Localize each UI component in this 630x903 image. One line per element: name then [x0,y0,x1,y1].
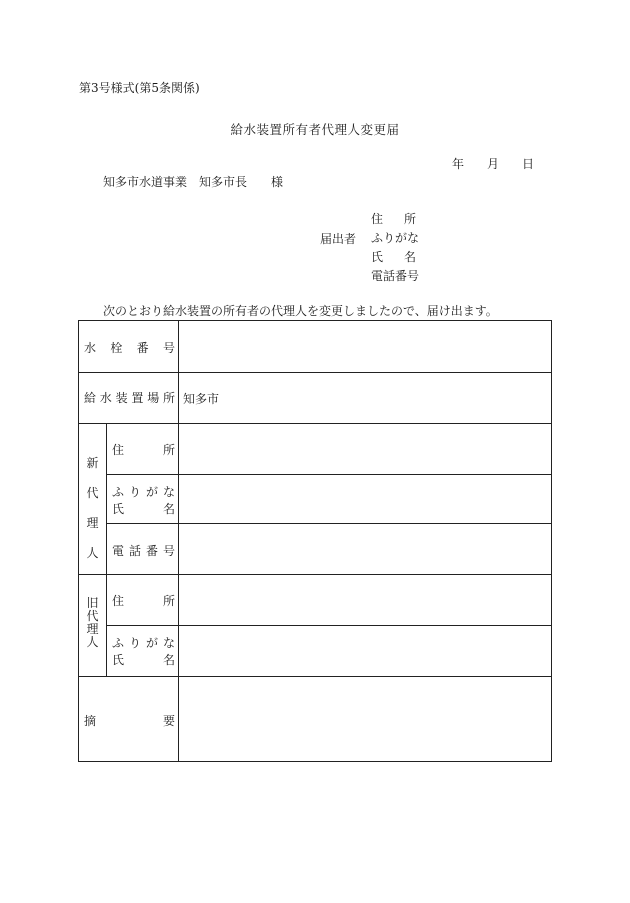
old-agent-address-label: 住 所 [112,593,175,608]
row-divider [79,574,551,575]
notifier-label: 届出者 [320,232,357,246]
hydrant-number-label: 水 栓 番 号 [84,340,175,355]
new-agent-address-field[interactable] [183,442,545,456]
row-divider [106,625,551,626]
location-value[interactable]: 知多市 [183,392,220,406]
row-divider [106,474,551,475]
document-title: 給水装置所有者代理人変更届 [230,122,400,137]
old-agent-kana-label: ふ り が な [112,635,175,650]
old-agent-name-label: 氏 名 [112,652,175,667]
date-line [452,158,534,170]
notifier-tel-label: 電話番号 [371,269,420,283]
date-day: 日 [521,157,534,171]
notifier-kana-label: ふりがな [371,231,420,245]
location-label: 給 水 装 置 場 所 [84,390,175,405]
new-agent-name-field[interactable] [183,484,545,516]
row-divider [79,676,551,677]
date-month: 月 [486,157,499,171]
old-agent-address-field[interactable] [183,593,545,607]
new-agent-label: 新 代 理 人 [86,456,99,560]
row-divider [79,372,551,373]
notifier-name-label: 氏 名 [371,250,416,264]
old-agent-name-field[interactable] [183,635,545,667]
form-number: 第3号様式(第5条関係) [79,81,200,95]
row-divider [106,523,551,524]
old-agent-label: 旧 代 理 人 [86,596,99,649]
new-agent-kana-label: ふ り が な [112,484,175,499]
remarks-label: 摘 要 [84,713,175,728]
addressee: 知多市水道事業 知多市長 様 [103,175,284,189]
label-column-divider [178,321,179,761]
new-agent-tel-label: 電 話 番 号 [112,543,175,558]
date-year: 年 [452,157,465,171]
new-agent-tel-field[interactable] [183,543,545,557]
statement-text: 次のとおり給水装置の所有者の代理人を変更しましたので、届け出ます。 [103,304,498,318]
notifier-address-label: 住 所 [371,212,416,226]
hydrant-number-field[interactable] [183,340,545,354]
new-agent-address-label: 住 所 [112,442,175,457]
row-divider [79,423,551,424]
new-agent-name-label: 氏 名 [112,501,175,516]
new-agent-divider [106,424,107,575]
remarks-field[interactable] [183,686,545,754]
form-table [78,320,552,762]
